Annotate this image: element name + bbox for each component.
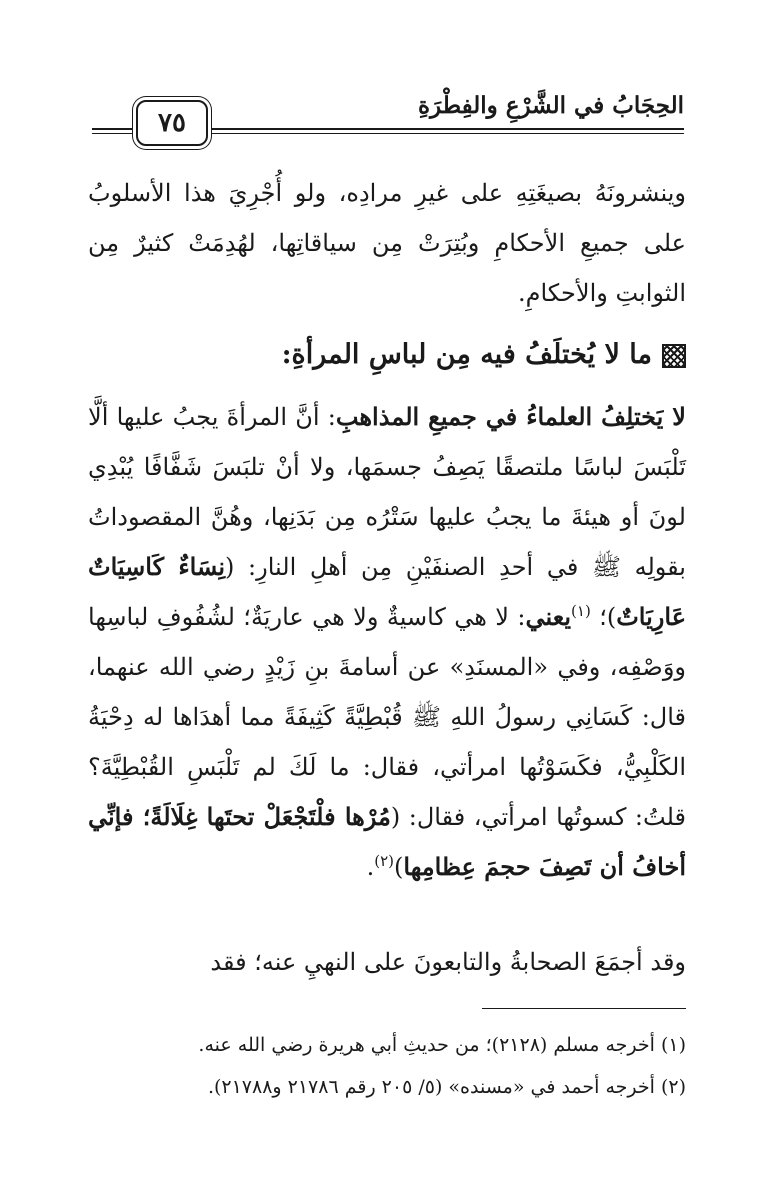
hadith-quote: مُرْها فلْتَجْعَلْ تحتَها غِلَالَةً؛ فإنِّي أخافُ أن تَصِفَ حجمَ عِظامِها [88,802,686,881]
hadith-quote: نِسَاءٌ كَاسِيَاتٌ عَارِيَاتٌ [88,552,687,631]
section-heading [88,330,686,380]
footnote-2: (٢) أخرجه أحمد في «مسنده» (٥/ ٢٠٥ رقم ٢١٧٨٦ و٢١٧٨٨). [207,1076,686,1098]
paragraph-text: : أنَّ المرأةَ يجبُ عليها ألَّا تَلْبَسَ لباسًا ملتصقًا يَصِفُ جسمَها، ولا أنْ تلبَسَ شَفَّافًا يُبْدِي لونَ أو هيئةَ ما يجبُ عليها سَتْرُه مِن بَدَنِها، وهُنَّ المقصوداتُ بقولِه ﷺ في أحدِ الصنفَيْنِ مِن أهلِ النارِ: ( [88,403,686,581]
footnote-1: (١) أخرجه مسلم (٢١٢٨)؛ من حديثِ أبي هريرة رضي الله عنه. [198,1034,686,1056]
footnotes [88,1024,686,1108]
page-number-frame [136,100,208,146]
footnote-ref-1[interactable]: (١) [571,602,591,620]
section-heading-text: ما لا يُختلَفُ فيه مِن لباسِ المرأةِ: [281,339,652,370]
page-number: ٧٥ [158,108,186,138]
paragraph-text: ) [394,853,404,881]
footnote-separator [482,1008,686,1009]
paragraph-text: . [366,853,375,881]
paragraph-text: : لا هي كاسيةٌ ولا هي عاريَةٌ؛ لشُفُوفِ لباسِها ووَصْفِه، وفي «المسنَدِ» عن أسامةَ بنِ زَيْدٍ رضي الله عنهما، قال: كَسَانِي رسولُ اللهِ ﷺ قُبْطِيَّةً كَثِيفَةً مما أهدَاها له دِحْيَةُ الكَلْبِيُّ، فكَسَوْتُها امرأتي، فقال: ما لَكَ لم تَلْبَسِ القُبْطِيَّةَ؟ قلتُ: كسوتُها امرأتي، فقال: ( [88,603,686,831]
ornament-square-icon [662,344,686,368]
paragraph-continued: وينشرونَهُ بصيغَتِهِ على غيرِ مرادِه، ولو أُجْرِيَ هذا الأسلوبُ على جميعِ الأحكامِ وبُتِرَتْ مِن سياقاتِها، لهُدِمَتْ كثيرٌ مِن الثوابتِ والأحكامِ. [88,179,686,307]
running-title: الحِجَابُ في الشَّرْعِ والفِطْرَةِ [417,92,684,119]
footnote-ref-2[interactable]: (٢) [374,852,395,870]
paragraph-closing: وقد أجمَعَ الصحابةُ والتابعونَ على النهيِ عنه؛ فقد [210,948,686,976]
paragraph-main [88,392,686,892]
page-header [92,84,684,144]
yani-word: يعني [525,602,572,631]
lead-phrase: لا يَختلِفُ العلماءُ في جميعِ المذاهبِ [335,402,686,431]
paragraph-text: )؛ [590,603,617,631]
